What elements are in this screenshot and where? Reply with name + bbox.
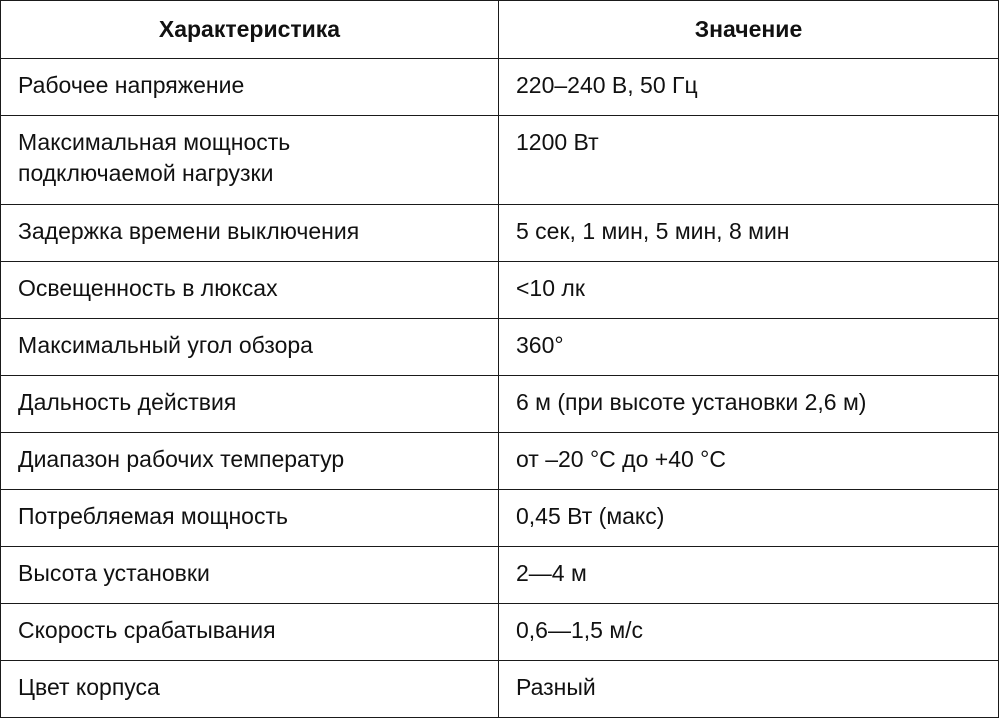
table-row xyxy=(1,262,999,319)
row-value: Разный xyxy=(499,661,999,718)
table-row xyxy=(1,433,999,490)
row-label: Диапазон рабочих температур xyxy=(1,433,499,490)
row-label: Задержка времени выключения xyxy=(1,205,499,262)
row-value: 360° xyxy=(499,319,999,376)
header-value: Значение xyxy=(499,1,999,59)
row-label: Освещенность в люксах xyxy=(1,262,499,319)
row-label: Цвет корпуса xyxy=(1,661,499,718)
table-row xyxy=(1,319,999,376)
table-row xyxy=(1,547,999,604)
row-label: Скорость срабатывания xyxy=(1,604,499,661)
row-value: 220–240 В, 50 Гц xyxy=(499,59,999,116)
row-value: <10 лк xyxy=(499,262,999,319)
table-row xyxy=(1,116,999,205)
header-characteristic: Характеристика xyxy=(1,1,499,59)
row-value: 6 м (при высоте установки 2,6 м) xyxy=(499,376,999,433)
row-label: Рабочее напряжение xyxy=(1,59,499,116)
table-header-row xyxy=(1,1,999,59)
row-value: 2—4 м xyxy=(499,547,999,604)
row-label: Потребляемая мощность xyxy=(1,490,499,547)
row-label xyxy=(1,116,499,205)
table-row xyxy=(1,604,999,661)
row-label: Максимальный угол обзора xyxy=(1,319,499,376)
row-value: 0,6—1,5 м/с xyxy=(499,604,999,661)
row-label: Высота установки xyxy=(1,547,499,604)
table-row xyxy=(1,490,999,547)
table-row xyxy=(1,59,999,116)
table-row xyxy=(1,205,999,262)
row-label: Дальность действия xyxy=(1,376,499,433)
row-value: 0,45 Вт (макс) xyxy=(499,490,999,547)
row-label-text: Максимальная мощность подключаемой нагрузки xyxy=(18,129,291,186)
table-row xyxy=(1,661,999,718)
row-value: от –20 °С до +40 °С xyxy=(499,433,999,490)
row-value: 5 сек, 1 мин, 5 мин, 8 мин xyxy=(499,205,999,262)
row-value: 1200 Вт xyxy=(499,116,999,205)
table-row xyxy=(1,376,999,433)
